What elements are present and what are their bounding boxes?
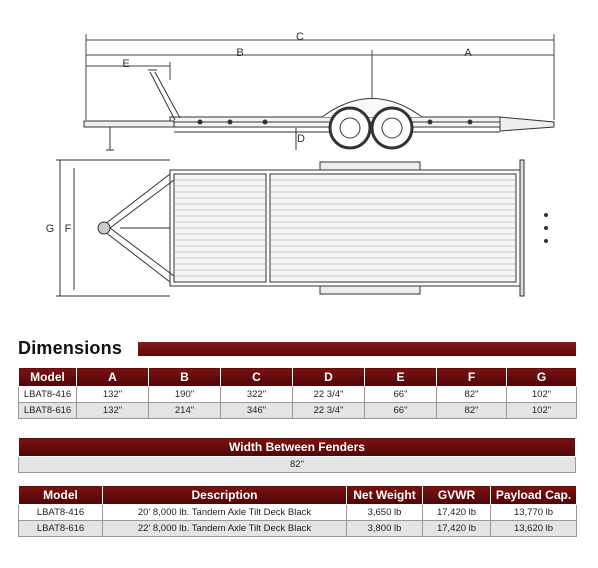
dimensions-heading — [18, 340, 576, 358]
col-gvwr: GVWR — [423, 486, 491, 505]
col-a: A — [77, 368, 149, 387]
cell: 214" — [149, 403, 221, 419]
cell: LBAT8-616 — [19, 403, 77, 419]
cell: LBAT8-416 — [19, 387, 77, 403]
cell: 190" — [149, 387, 221, 403]
cell: 82" — [437, 403, 507, 419]
col-d: D — [293, 368, 365, 387]
dimensions-table — [18, 367, 577, 419]
label-e: E — [122, 58, 130, 70]
label-b: B — [236, 47, 244, 59]
dimensions-title: Dimensions — [18, 338, 123, 358]
label-a: A — [464, 47, 472, 59]
col-c: C — [221, 368, 293, 387]
cell: 20' 8,000 lb. Tandem Axle Tilt Deck Black — [103, 505, 347, 521]
table-row — [19, 387, 577, 403]
cell: 17,420 lb — [423, 521, 491, 537]
label-g: G — [45, 223, 55, 235]
fenders-table — [18, 437, 576, 473]
heading-bar — [138, 342, 576, 356]
col-model: Model — [19, 486, 103, 505]
cell: 66" — [365, 403, 437, 419]
col-f: F — [437, 368, 507, 387]
cell: 22' 8,000 lb. Tandem Axle Tilt Deck Black — [103, 521, 347, 537]
cell: LBAT8-616 — [19, 521, 103, 537]
label-c: C — [296, 31, 304, 43]
table-row — [19, 457, 576, 473]
col-model: Model — [19, 368, 77, 387]
cell: LBAT8-416 — [19, 505, 103, 521]
col-description: Description — [103, 486, 347, 505]
cell: 22 3/4" — [293, 387, 365, 403]
cell: 66" — [365, 387, 437, 403]
cell: 102" — [507, 403, 577, 419]
cell: 82" — [437, 387, 507, 403]
cell: 132" — [77, 387, 149, 403]
col-g: G — [507, 368, 577, 387]
cell: 13,770 lb — [491, 505, 577, 521]
cell: 102" — [507, 387, 577, 403]
dimensions-header-row — [19, 368, 577, 387]
cell: 3,800 lb — [347, 521, 423, 537]
specs-table — [18, 485, 577, 537]
cell: 22 3/4" — [293, 403, 365, 419]
label-d: D — [297, 133, 305, 145]
cell: 13,620 lb — [491, 521, 577, 537]
trailer-side-view — [84, 70, 554, 150]
col-payload: Payload Cap. — [491, 486, 577, 505]
label-f: F — [64, 223, 72, 235]
cell: 346" — [221, 403, 293, 419]
table-row — [19, 403, 577, 419]
cell: 132" — [77, 403, 149, 419]
col-net-weight: Net Weight — [347, 486, 423, 505]
table-row — [19, 521, 577, 537]
fenders-value: 82" — [19, 457, 576, 473]
cell: 322" — [221, 387, 293, 403]
dimension-c — [86, 34, 554, 120]
table-row — [19, 505, 577, 521]
cell: 3,650 lb — [347, 505, 423, 521]
col-e: E — [365, 368, 437, 387]
cell: 17,420 lb — [423, 505, 491, 521]
col-b: B — [149, 368, 221, 387]
specs-header-row — [19, 486, 577, 505]
fenders-heading: Width Between Fenders — [19, 438, 576, 457]
